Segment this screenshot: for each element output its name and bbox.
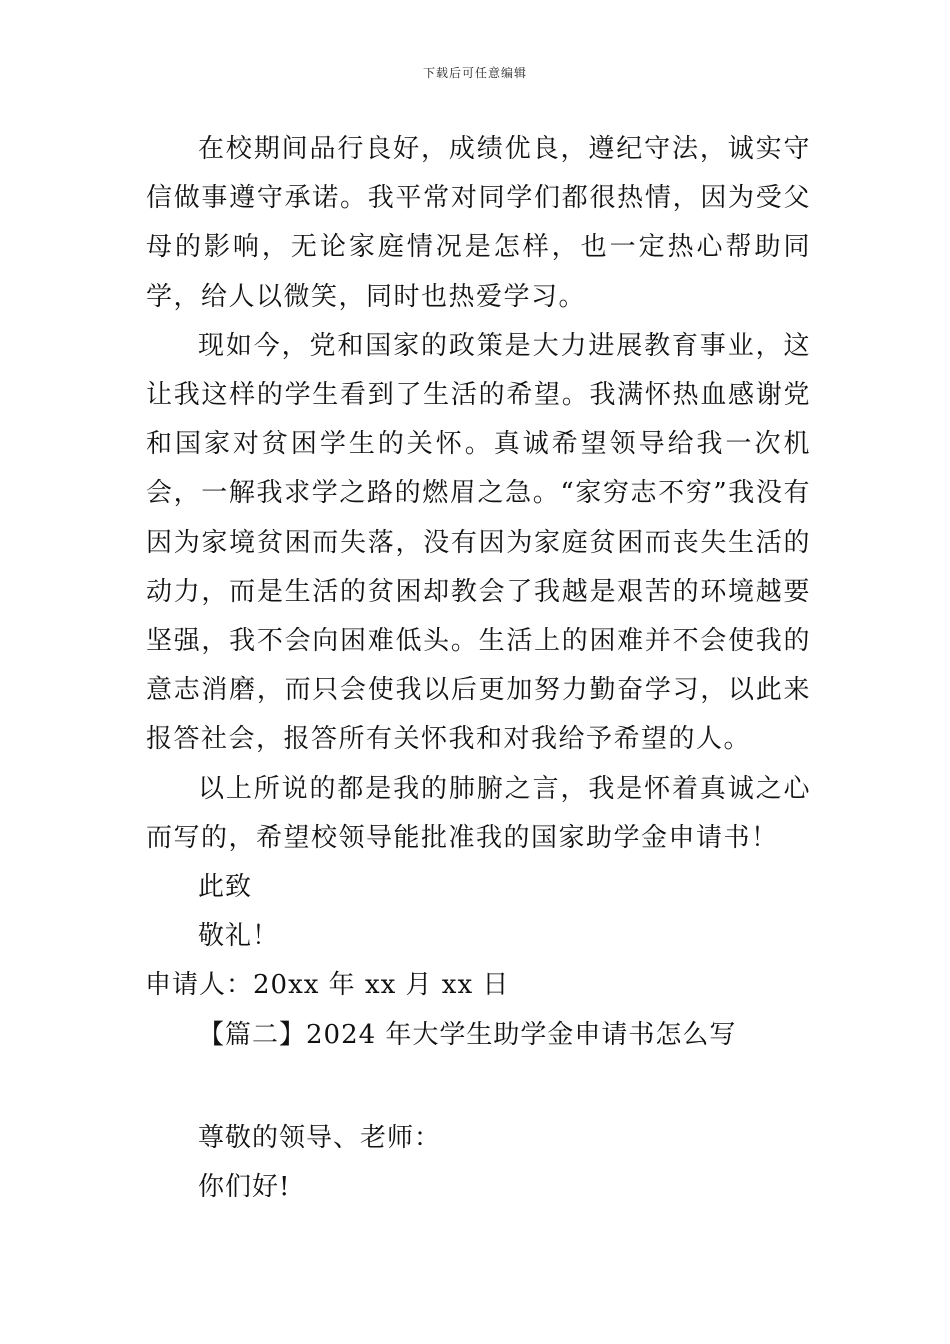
closing-line-1: 此致 xyxy=(198,872,253,903)
greeting-line: 你们好! xyxy=(198,1172,291,1203)
closing-line-2: 敬礼！ xyxy=(198,921,280,952)
section-title: 【篇二】2024 年大学生助学金申请书怎么写 xyxy=(198,1019,737,1050)
signature-line: 申请人：20xx 年 xx 月 xx 日 xyxy=(145,970,510,1001)
header-note: 下载后可任意编辑 xyxy=(422,66,527,80)
salutation-line: 尊敬的领导、老师： xyxy=(198,1122,442,1153)
document-body xyxy=(146,125,811,1212)
paragraph-2: 现如今，党和国家的政策是大力进展教育事业，这让我这样的学生看到了生活的希望。我满怀热血感谢党和国家对贫困学生的关怀。真诚希望领导给我一次机会，一解我求学之路的燃眉之急。“家穷志不穷”我没有因为家境贫困而失落，没有因为家庭贫困而丧失生活的动力，而是生活的贫困却教会了我越是艰苦的环境越要坚强，我不会向困难低头。生活上的困难并不会使我的意志消磨，而只会使我以后更加努力勤奋学习，以此来报答社会，报答所有关怀我和对我给予希望的人。 xyxy=(146,330,811,755)
paragraph-1: 在校期间品行良好，成绩优良，遵纪守法，诚实守信做事遵守承诺。我平常对同学们都很热情，因为受父母的影响，无论家庭情况是怎样，也一定热心帮助同学，给人以微笑，同时也热爱学习。 xyxy=(146,134,811,312)
paragraph-3: 以上所说的都是我的肺腑之言，我是怀着真诚之心而写的，希望校领导能批准我的国家助学金申请书！ xyxy=(146,773,811,853)
blank-gap xyxy=(146,1060,811,1114)
